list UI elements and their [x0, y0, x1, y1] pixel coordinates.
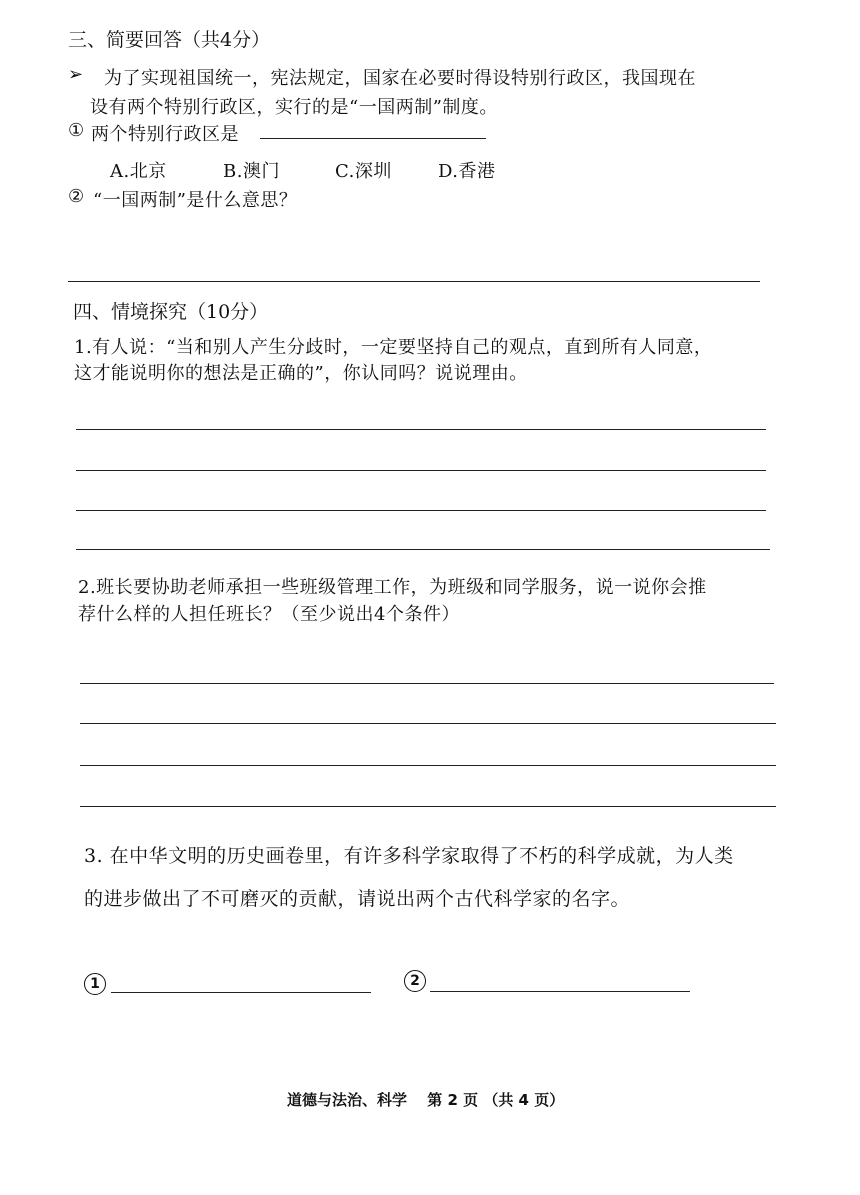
s4-q1-line-1: 1.有人说：“当和别人产生分歧时，一定要坚持自己的观点，直到所有人同意， [74, 337, 713, 358]
question-1-text: 两个特别行政区是 [91, 124, 239, 145]
s4-q3-line-2: 的进步做出了不可磨灭的贡献，请说出两个古代科学家的名字。 [84, 888, 631, 910]
circled-number-icon: 1 [84, 973, 106, 995]
answer-line-q2[interactable] [68, 281, 760, 282]
s4-q2-line-1: 2.班长要协助老师承担一些班级管理工作，为班级和同学服务，说一说你会推 [78, 577, 707, 598]
section4-heading: 四、情境探究（10分） [73, 301, 269, 323]
page-footer: 道德与法治、科学 第 2 页 （共 4 页） [287, 1091, 565, 1109]
intro-line-2: 设有两个特别行政区，实行的是“一国两制”制度。 [90, 97, 498, 118]
question-2-number: ② [68, 186, 85, 207]
intro-line-1: 为了实现祖国统一，宪法规定，国家在必要时得设特别行政区，我国现在 [104, 68, 696, 89]
option-a: A.北京 [110, 161, 167, 182]
answer-line[interactable] [76, 510, 766, 511]
answer-line[interactable] [80, 806, 776, 807]
question-1-number: ① [68, 120, 85, 141]
answer-blank-scientist-1[interactable] [111, 992, 371, 993]
answer-line[interactable] [80, 723, 776, 724]
s4-q3-line-1: 3. 在中华文明的历史画卷里，有许多科学家取得了不朽的科学成就，为人类 [84, 845, 734, 867]
bullet-arrow-icon: ➢ [68, 64, 84, 85]
answer-line[interactable] [76, 470, 766, 471]
answer-line[interactable] [80, 765, 776, 766]
question-2-text: “一国两制”是什么意思？ [93, 190, 298, 211]
option-c: C.深圳 [335, 161, 392, 182]
s4-q2-line-2: 荐什么样的人担任班长？（至少说出4个条件） [78, 604, 460, 625]
option-b: B.澳门 [223, 161, 280, 182]
answer-line[interactable] [76, 429, 766, 430]
answer-blank-scientist-2[interactable] [430, 991, 690, 992]
answer-1-marker [84, 973, 106, 995]
answer-line[interactable] [80, 683, 774, 684]
circled-number-icon: 2 [404, 970, 426, 992]
s4-q1-line-2: 这才能说明你的想法是正确的”，你认同吗？说说理由。 [74, 363, 528, 384]
answer-blank-sar[interactable] [260, 138, 486, 139]
answer-line[interactable] [76, 549, 770, 550]
section3-heading: 三、简要回答（共4分） [68, 29, 271, 51]
answer-2-marker [404, 970, 426, 992]
option-d: D.香港 [438, 161, 496, 182]
